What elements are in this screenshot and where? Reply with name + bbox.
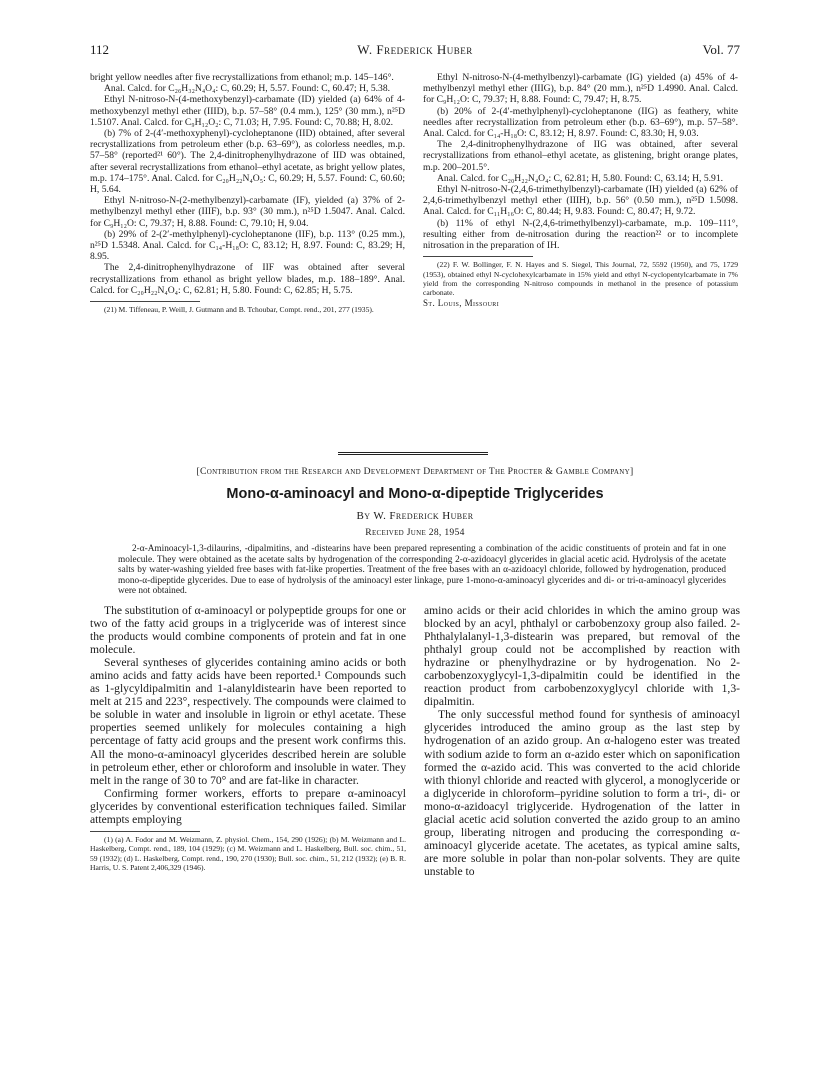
paragraph: (b) 29% of 2-(2′-methylphenyl)-cycloheptanone (IIF), b.p. 113° (0.25 mm.), n²⁵D 1.5348. Anal. Calcd. for C₁₄-H₁₈O: C, 83.12; H, 8.97. Found: C, 83.29; H, 8.95. [90, 228, 405, 263]
article-byline: By W. Frederick Huber [356, 510, 474, 522]
contribution-line: [Contribution from the Research and Development Department of The Procter & Gamble Company] [196, 466, 634, 477]
footnote-rule [423, 256, 533, 257]
footnote-rule [90, 831, 200, 832]
paragraph: Ethyl N-nitroso-N-(2-methylbenzyl)-carbamate (IF), yielded (a) 37% of 2-methylbenzyl methyl ether (IIIF), b.p. 93° (30 mm.), n²⁵D 1.5047. Anal. Calcd. for C₉H₁₂O: C, 79.37; H, 8.88. Found: C, 79.10; H, 9.04. [90, 195, 405, 229]
paragraph: Anal. Calcd. for C₂₀H₂₂N₄O₄: C, 62.81; H, 5.80. Found: C, 63.14; H, 5.91. [437, 172, 724, 184]
top-left-column [90, 72, 405, 314]
article-title: Mono-α-aminoacyl and Mono-α-dipeptide Triglycerides [226, 486, 604, 502]
paragraph: The 2,4-dinitrophenylhydrazone of IIF was obtained after several recrystallizations from ethanol as bright yellow blades, m.p. 188–189°. Anal. Calcd. for C₂₀H₂₂N₄O₄: C, 62.81; H, 5.80. Found: C, 62.85; H, 5.75. [90, 262, 405, 296]
footnote-rule [90, 301, 200, 302]
paragraph: amino acids or their acid chlorides in which the amino group was blocked by an acyl, phthalyl or carbobenzoxy group also failed. 2-Phthalylalanyl-1,3-distearin was prepared, but removal of the phthalyl group could not be accomplished by reaction with hydrazine or phenylhydrazine or by hydrogenation. No 2-carbobenzoxyglycyl-1,3-dipalmitin could be identified in the reaction product from carbobenzoxyglycyl chloride with 1,3-dipalmitin. [424, 604, 740, 709]
paragraph: Ethyl N-nitroso-N-(2,4,6-trimethylbenzyl)-carbamate (IH) yielded (a) 62% of 2,4,6-trimethylbenzyl methyl ether (IIIH), b.p. 56° (0.50 mm.), n²⁵D 1.5098. Anal. Calcd. for C₁₁H₁₆O: C, 80.44; H, 9.83. Found: C, 80.47; H, 9.72. [423, 184, 738, 218]
paragraph: Ethyl N-nitroso-N-(4-methoxybenzyl)-carbamate (ID) yielded (a) 64% of 4-methoxybenzyl methyl ether (IIID), b.p. 57–58° (0.4 mm.), 125° (30 mm.), n²⁵D 1.5107. Anal. Calcd. for C₉H₁₂O₂: C, 71.03; H, 7.95. Found: C, 70.88; H, 8.02. [90, 94, 405, 128]
section-divider [338, 452, 488, 455]
abstract: 2-α-Aminoacyl-1,3-dilaurins, -dipalmitins, and -distearins have been prepared representing a combination of the acidic constituents of protein and fat in one molecule. They were obtained as the acetate salts by hydrogenation of the corresponding 2-α-azidoacyl glycerides in glacial acetic acid. Hydrolysis of the acetate salts by water-washing yielded free bases with fat-like properties. Treatment of the free bases with an α-azidoacyl chloride, followed by hydrogenation, produced mono-α-dipeptide glycerides. Due to ease of hydrolysis of the aminoacyl ester linkage, pure 1-mono-α-aminoacyl glycerides and di- or tri-α-aminoacyl glycerides were not obtained. [118, 544, 726, 596]
paragraph: bright yellow needles after five recrystallizations from ethanol; m.p. 145–146°. [90, 72, 394, 83]
top-right-column [423, 72, 738, 309]
paragraph: The 2,4-dinitrophenylhydrazone of IIG was obtained, after several recrystallizations from ethanol–ethyl acetate, as glistening, bright orange plates, m.p. 200–201.5°. [423, 139, 738, 173]
footnote: (22) F. W. Bollinger, F. N. Hayes and S. Siegel, This Journal, 72, 5592 (1950), and 75, 1729 (1953), obtained ethyl N-cyclohexylcarbamate in 15% yield and ethyl N-cyclopentylcarbamate in 7% yield from the corresponding N-nitroso compounds in methanol in the presence of potassium carbonate. [423, 260, 738, 298]
paragraph: Several syntheses of glycerides containing amino acids or both amino acids and fatty acids have been reported.¹ Compounds such as 1-glycyldipalmitin and 1-alanyldistearin have been reported to melt at 215 and 223°, respectively. The compounds were claimed to be soluble in water and insoluble in ligroin or ethyl acetate. These properties seemed unlikely for molecules containing a high percentage of fatty acid groups and the present work confirms this. All the mono-α-aminoacyl glycerides described herein are soluble in petroleum ether, ether or chloroform and insoluble in water. They melt in the range of 30 to 70° and are fat-like in character. [90, 656, 406, 787]
paragraph: Anal. Calcd. for C₂₆H₃₂N₄O₄: C, 60.29; H, 5.57. Found: C, 60.47; H, 5.38. [104, 83, 391, 95]
body-right-column [424, 604, 740, 878]
paragraph: (b) 20% of 2-(4′-methylphenyl)-cycloheptanone (IIG) as feathery, white needles after recrystallization from petroleum ether (b.p. 63–69°), m.p. 57–58°. Anal. Calcd. for C₁₄-H₁₈O: C, 83.12; H, 8.97. Found: C, 83.30; H, 9.03. [423, 105, 738, 140]
paragraph: (b) 7% of 2-(4′-methoxyphenyl)-cycloheptanone (IID) obtained, after several recrystallizations from petroleum ether (b.p. 63–69°), as colorless needles, m.p. 57–58° (reported²¹ 60°). The 2,4-dinitrophenylhydrazone of IID was obtained, after several recrystallizations from ethanol–ethyl acetate, as bright yellow plates, m.p. 174–175°. Anal. Calcd. for C₂₀H₂₂N₄O₅: C, 60.29; H, 5.57. Found: C, 60.60; H, 5.64. [90, 128, 405, 196]
body-left-column [90, 604, 406, 872]
paragraph: The substitution of α-aminoacyl or polypeptide groups for one or two of the fatty acid groups in a triglyceride was of interest since the products would combine components of protein and fat in one molecule. [90, 604, 406, 657]
paragraph: Ethyl N-nitroso-N-(4-methylbenzyl)-carbamate (IG) yielded (a) 45% of 4-methylbenzyl methyl ether (IIIG), b.p. 84° (20 mm.), n²⁵D 1.4990. Anal. Calcd. for C₉H₁₂O: C, 79.37; H, 8.88. Found: C, 79.47; H, 8.75. [423, 72, 738, 106]
location: St. Louis, Missouri [423, 297, 500, 308]
received-date: Received June 28, 1954 [365, 527, 465, 538]
paragraph: (b) 11% of ethyl N-(2,4,6-trimethylbenzyl)-carbamate, m.p. 109–111°, resulting either from de-nitrosation during the reaction²² or to incomplete nitrosation in the preparation of IH. [423, 217, 738, 252]
paragraph: Confirming former workers, efforts to prepare α-aminoacyl glycerides by conventional esterification techniques failed. Similar attempts employing [90, 786, 406, 826]
running-header [90, 42, 740, 62]
footnote: (21) M. Tiffeneau, P. Weill, J. Gutmann and B. Tchoubar, Compt. rend., 201, 277 (1935). [104, 305, 374, 315]
page-number: 112 [90, 42, 110, 57]
volume-number: Vol. 77 [702, 42, 740, 57]
footnote: (1) (a) A. Fodor and M. Weizmann, Z. physiol. Chem., 154, 290 (1926); (b) M. Weizmann and L. Haskelberg, Compt. rend., 189, 104 (1929); (c) M. Weizmann and L. Haskelberg, Bull. soc. chim., 51, 59 (1932); (d) L. Haskelberg, Compt. rend., 190, 270 (1930); Bull. soc. chim., 51, 212 (1932); (e) B. R. Harris, U. S. Patent 2,406,329 (1946). [90, 834, 406, 873]
running-author: W. Frederick Huber [357, 42, 473, 57]
paragraph: The only successful method found for synthesis of aminoacyl glycerides introduced the amino group as the last step by hydrogenation of an azido group. An α-halogeno ester was treated with sodium azide to form an α-azido ester which on saponification formed the α-azido acid. This was converted to the acid chloride with thionyl chloride and reacted with glycerol, a monoglyceride or a diglyceride in chloroform–pyridine solution to form a tri-, di- or mono-α-azidoacyl triglyceride. Hydrogenation of the latter in glacial acetic acid solution converted the azido group to an amino group, liberating nitrogen and producing the corresponding α-aminoacyl glyceride acetate. The acetates, as typical amine salts, are more soluble in polar than non-polar solvents. They are quite unstable to [424, 708, 740, 878]
